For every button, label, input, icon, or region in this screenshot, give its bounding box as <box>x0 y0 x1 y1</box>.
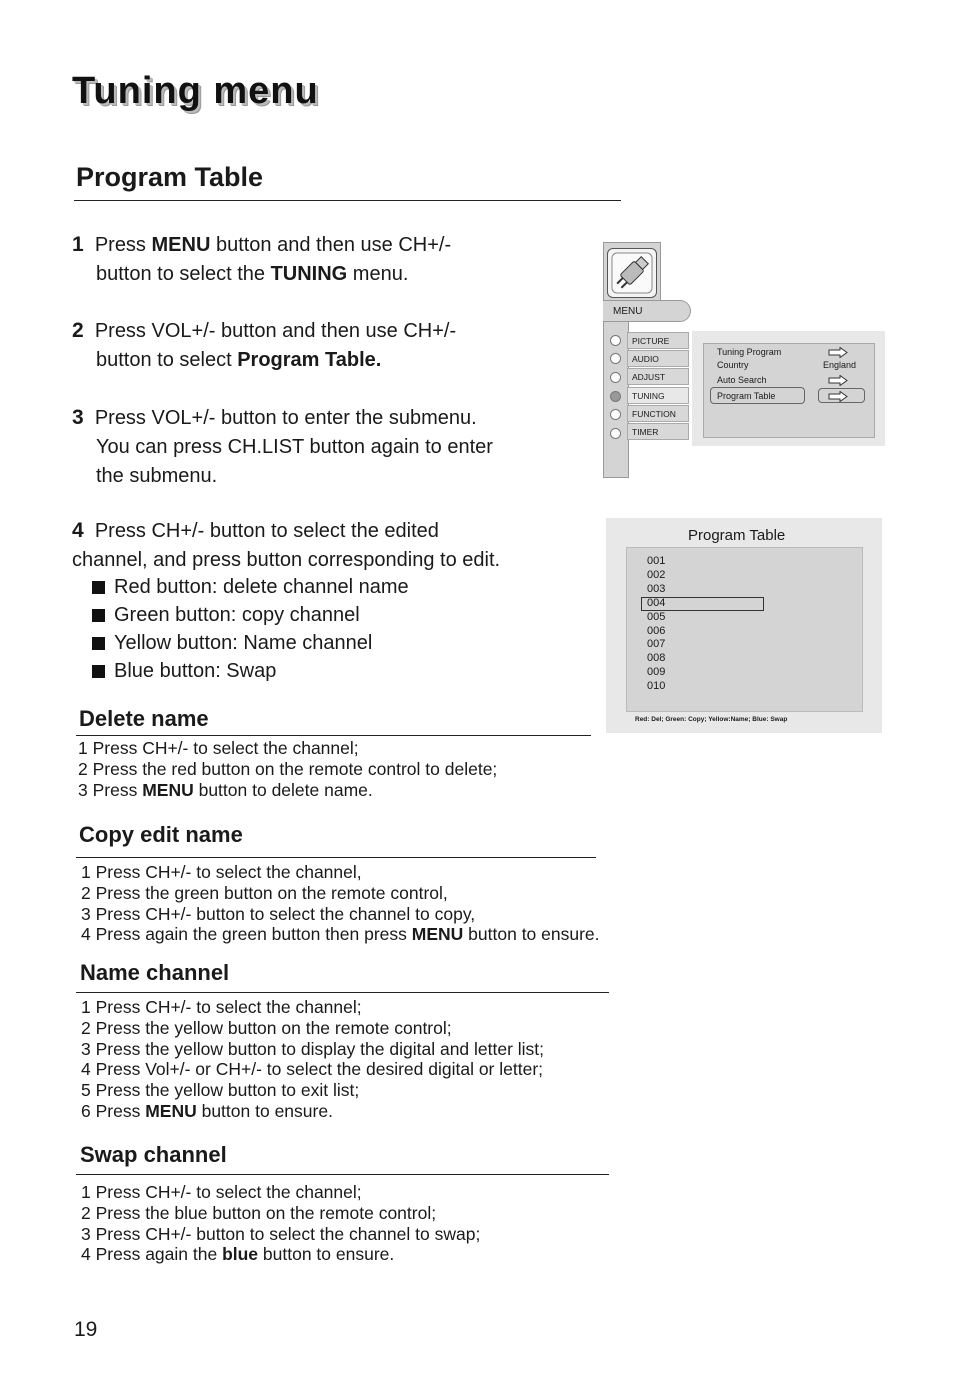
step-3 <box>72 403 493 491</box>
list-item: 008 <box>647 652 666 665</box>
step-keyword: Program Table. <box>237 349 382 371</box>
list-item <box>81 1244 480 1265</box>
step-keyword: MENU <box>142 779 194 800</box>
name-channel-heading: Name channel <box>80 960 230 985</box>
copy-name-heading: Copy edit name <box>79 822 243 847</box>
list-item: 005 <box>647 610 666 623</box>
delete-rule <box>76 735 591 736</box>
step-text: Press VOL+/- button to enter the submenu. <box>94 407 477 429</box>
list-item: Red button: delete channel name <box>92 573 409 601</box>
step-text: button and then use CH+/- <box>210 234 452 256</box>
section-title: Program Table <box>76 162 264 192</box>
country-value: England <box>823 360 857 370</box>
step-number: 2 <box>72 319 84 342</box>
step-text: button to ensure. <box>258 1244 395 1265</box>
step-1 <box>72 230 451 289</box>
submenu-item: Program Table <box>717 391 776 401</box>
menu-item-tuning: TUNING <box>627 387 689 404</box>
step-text: button to select <box>96 349 238 371</box>
submenu-selection <box>710 387 805 404</box>
step-keyword: TUNING <box>270 263 348 285</box>
list-item: 3 Press the yellow button to display the digital and letter list; <box>81 1038 545 1059</box>
list-item: Green button: copy channel <box>92 601 409 629</box>
step-text: Press <box>94 234 152 256</box>
list-item: 004 <box>647 596 666 609</box>
page-number: 19 <box>74 1318 98 1341</box>
step-text: 3 Press <box>78 779 143 800</box>
step-text: the submenu. <box>96 465 218 487</box>
channel-list <box>647 555 665 694</box>
step-text: 4 Press again the green button then press <box>81 924 412 945</box>
list-item: 009 <box>647 666 666 679</box>
channel-selection <box>641 597 764 611</box>
list-item: Blue button: Swap <box>92 657 409 685</box>
menu-item-timer: TIMER <box>627 423 689 440</box>
arrow-right-icon <box>828 391 848 402</box>
arrow-right-icon <box>828 375 848 386</box>
list-item: 010 <box>647 680 666 693</box>
radio-icon <box>610 372 621 383</box>
name-rule <box>76 992 609 993</box>
menu-item-audio: AUDIO <box>627 350 689 367</box>
radio-icon <box>610 391 621 402</box>
menu-item-function: FUNCTION <box>627 405 689 422</box>
list-item: 4 Press Vol+/- or CH+/- to select the desired digital or letter; <box>81 1059 544 1080</box>
list-item: 2 Press the red button on the remote control to delete; <box>78 758 498 779</box>
list-item: 001 <box>647 555 666 567</box>
radio-icon <box>610 335 621 346</box>
list-item: 2 Press the green button on the remote control, <box>81 882 448 903</box>
list-item: 5 Press the yellow button to exit list; <box>81 1080 360 1101</box>
list-item: 003 <box>647 582 666 595</box>
page-title: Tuning menu <box>72 70 319 112</box>
section-rule <box>74 200 621 201</box>
arrow-right-icon <box>828 347 848 358</box>
delete-steps <box>78 738 497 800</box>
step-2 <box>72 316 456 375</box>
list-item: 007 <box>647 638 666 651</box>
list-item: 1 Press CH+/- to select the channel; <box>78 738 359 758</box>
list-item: 1 Press CH+/- to select the channel; <box>81 997 362 1017</box>
swap-rule <box>76 1174 609 1175</box>
step-text: Press CH+/- button to select the edited <box>94 520 439 542</box>
delete-name-heading: Delete name <box>79 706 209 731</box>
radio-icon <box>610 409 621 420</box>
submenu-item: Auto Search <box>717 375 767 385</box>
list-item <box>81 1101 544 1122</box>
step-text: button to select the <box>96 263 271 285</box>
color-legend: Red: Del; Green: Copy; Yellow:Name; Blue: Swap <box>635 716 788 723</box>
step-keyword: MENU <box>411 924 464 945</box>
list-item <box>81 924 600 945</box>
submenu-item: Country <box>717 360 749 370</box>
list-item: 2 Press the blue button on the remote control; <box>81 1202 437 1223</box>
step-text: button to delete name. <box>193 779 373 800</box>
program-table-title: Program Table <box>688 527 786 544</box>
list-item: 3 Press CH+/- button to select the channel to copy, <box>81 903 476 924</box>
step-keyword: blue <box>222 1244 259 1265</box>
step-4 <box>72 516 500 575</box>
color-button-list <box>92 573 409 685</box>
menu-label: MENU <box>603 300 691 322</box>
submenu-item: Tuning Program <box>717 347 782 357</box>
swap-channel-heading: Swap channel <box>80 1142 227 1167</box>
plug-icon <box>607 248 657 298</box>
copy-steps <box>81 862 600 945</box>
step-text: button to ensure. <box>463 924 600 945</box>
list-item: 1 Press CH+/- to select the channel; <box>81 1182 362 1202</box>
list-item: 1 Press CH+/- to select the channel, <box>81 862 362 882</box>
step-text: button to ensure. <box>196 1100 333 1121</box>
swap-steps <box>81 1182 480 1265</box>
list-item: Yellow button: Name channel <box>92 629 409 657</box>
radio-icon <box>610 353 621 364</box>
copy-rule <box>76 857 596 858</box>
step-number: 4 <box>72 519 84 542</box>
step-text: channel, and press button corresponding to edit. <box>72 549 501 571</box>
step-text: Press VOL+/- button and then use CH+/- <box>94 320 457 342</box>
menu-item-picture: PICTURE <box>627 332 689 349</box>
list-item <box>78 780 497 801</box>
step-text: menu. <box>347 263 409 285</box>
radio-icon <box>610 428 621 439</box>
step-keyword: MENU <box>145 1100 197 1121</box>
step-text: 6 Press <box>81 1100 146 1121</box>
list-item: 2 Press the yellow button on the remote control; <box>81 1017 452 1038</box>
step-text: You can press CH.LIST button again to enter <box>96 436 493 458</box>
list-item: 002 <box>647 568 666 581</box>
list-item: 006 <box>647 624 666 637</box>
step-keyword: MENU <box>151 234 211 256</box>
list-item: 3 Press CH+/- button to select the channel to swap; <box>81 1223 481 1244</box>
step-number: 1 <box>72 233 84 256</box>
menu-item-adjust: ADJUST <box>627 368 689 385</box>
name-steps <box>81 997 544 1122</box>
step-text: 4 Press again the <box>81 1244 223 1265</box>
step-number: 3 <box>72 406 84 429</box>
